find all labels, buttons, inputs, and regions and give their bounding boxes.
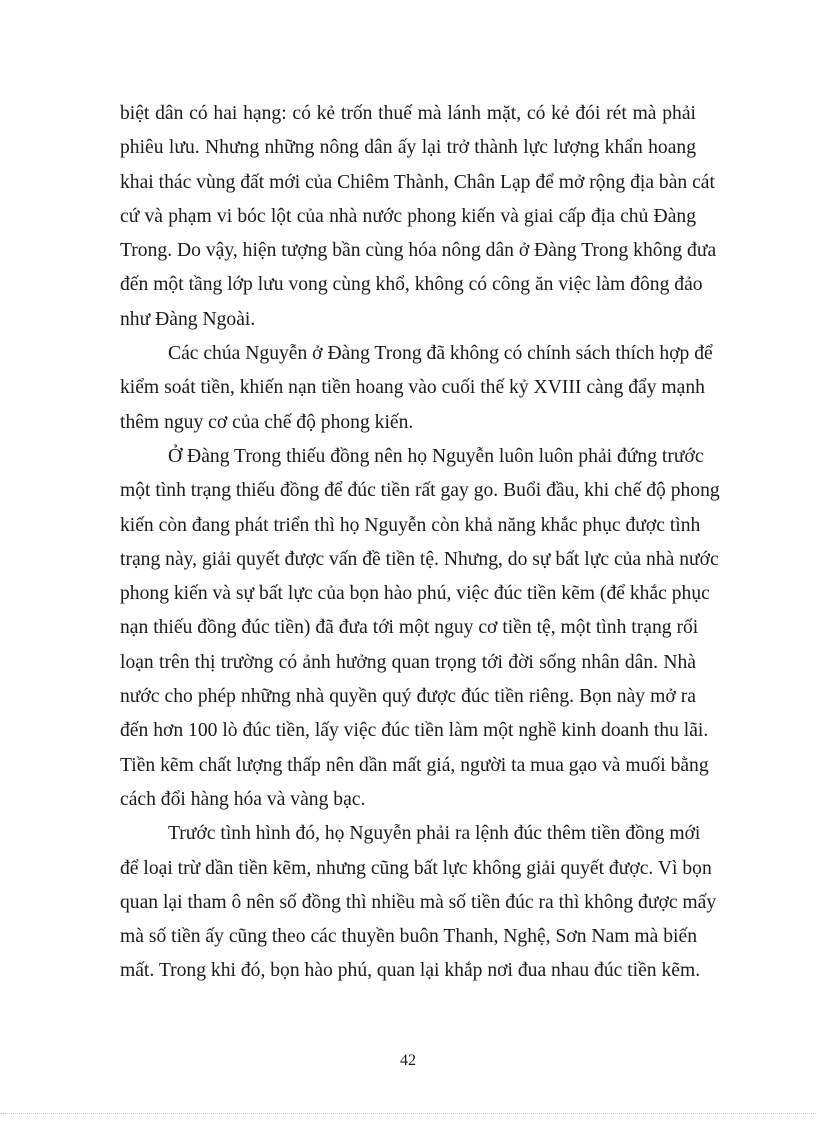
paragraph [120, 337, 713, 440]
text-line: Trong. Do vậy, hiện tượng bần cùng hóa nông dân ở Đàng Trong không đưa [120, 240, 717, 262]
text-line: Ở Đàng Trong thiếu đồng nên họ Nguyễn luôn luôn phải đứng trước [168, 445, 704, 467]
text-line: đến một tầng lớp lưu vong cùng khổ, không có công ăn việc làm đông đảo [120, 274, 703, 296]
text-line: mà số tiền ấy cũng theo các thuyền buôn Thanh, Nghệ, Sơn Nam mà biến [120, 926, 697, 948]
page-number: 42 [400, 1052, 416, 1069]
text-line: nước cho phép những nhà quyền quý được đúc tiền riêng. Bọn này mở ra [120, 686, 696, 708]
paragraph [120, 97, 717, 337]
text-line: khai thác vùng đất mới của Chiêm Thành, Chân Lạp để mở rộng địa bàn cát [120, 171, 715, 193]
text-line: kiến còn đang phát triển thì họ Nguyễn còn khả năng khắc phục được tình [120, 514, 701, 536]
text-line: loạn trên thị trường có ảnh hưởng quan trọng tới đời sống nhân dân. Nhà [120, 651, 696, 673]
text-line: quan lại tham ô nên số đồng thì nhiều mà số tiền đúc ra thì không được mấy [120, 891, 717, 913]
text-line: phong kiến và sự bất lực của bọn hào phú, việc đúc tiền kẽm (để khắc phục [120, 583, 710, 605]
text-line: đến hơn 100 lò đúc tiền, lấy việc đúc tiền làm một nghề kinh doanh thu lãi. [120, 720, 709, 742]
text-line: để loại trừ dần tiền kẽm, nhưng cũng bất lực không giải quyết được. Vì bọn [120, 857, 712, 879]
text-line: một tình trạng thiếu đồng để đúc tiền rất gay go. Buổi đầu, khi chế độ phong [120, 480, 720, 502]
text-line: kiểm soát tiền, khiến nạn tiền hoang vào cuối thế kỷ XVIII càng đẩy mạnh [120, 377, 705, 399]
text-line: phiêu lưu. Nhưng những nông dân ấy lại trở thành lực lượng khẩn hoang [120, 137, 696, 159]
text-line: cách đổi hàng hóa và vàng bạc. [120, 788, 366, 810]
text-line: Trước tình hình đó, họ Nguyễn phải ra lệnh đúc thêm tiền đồng mới [168, 823, 701, 845]
text-line: cứ và phạm vi bóc lột của nhà nước phong kiến và giai cấp địa chủ Đàng [120, 205, 696, 227]
paragraph [120, 817, 717, 988]
paragraph [120, 440, 720, 817]
text-line: Tiền kẽm chất lượng thấp nên dần mất giá, người ta mua gạo và muối bằng [120, 754, 709, 776]
text-line: mất. Trong khi đó, bọn hào phú, quan lại khắp nơi đua nhau đúc tiền kẽm. [120, 960, 701, 982]
text-line: thêm nguy cơ của chế độ phong kiến. [120, 411, 414, 433]
text-line: biệt dân có hai hạng: có kẻ trốn thuế mà lánh mặt, có kẻ đói rét mà phải [120, 103, 696, 124]
body-text [120, 97, 720, 989]
text-line: như Đàng Ngoài. [120, 308, 256, 330]
text-line: trạng này, giải quyết được vấn đề tiền tệ. Nhưng, do sự bất lực của nhà nước [120, 548, 719, 570]
text-line: nạn thiếu đồng đúc tiền) đã đưa tới một nguy cơ tiền tệ, một tình trạng rối [120, 617, 699, 639]
text-line: Các chúa Nguyễn ở Đàng Trong đã không có chính sách thích hợp để [168, 343, 713, 365]
bottom-divider [0, 1113, 816, 1114]
